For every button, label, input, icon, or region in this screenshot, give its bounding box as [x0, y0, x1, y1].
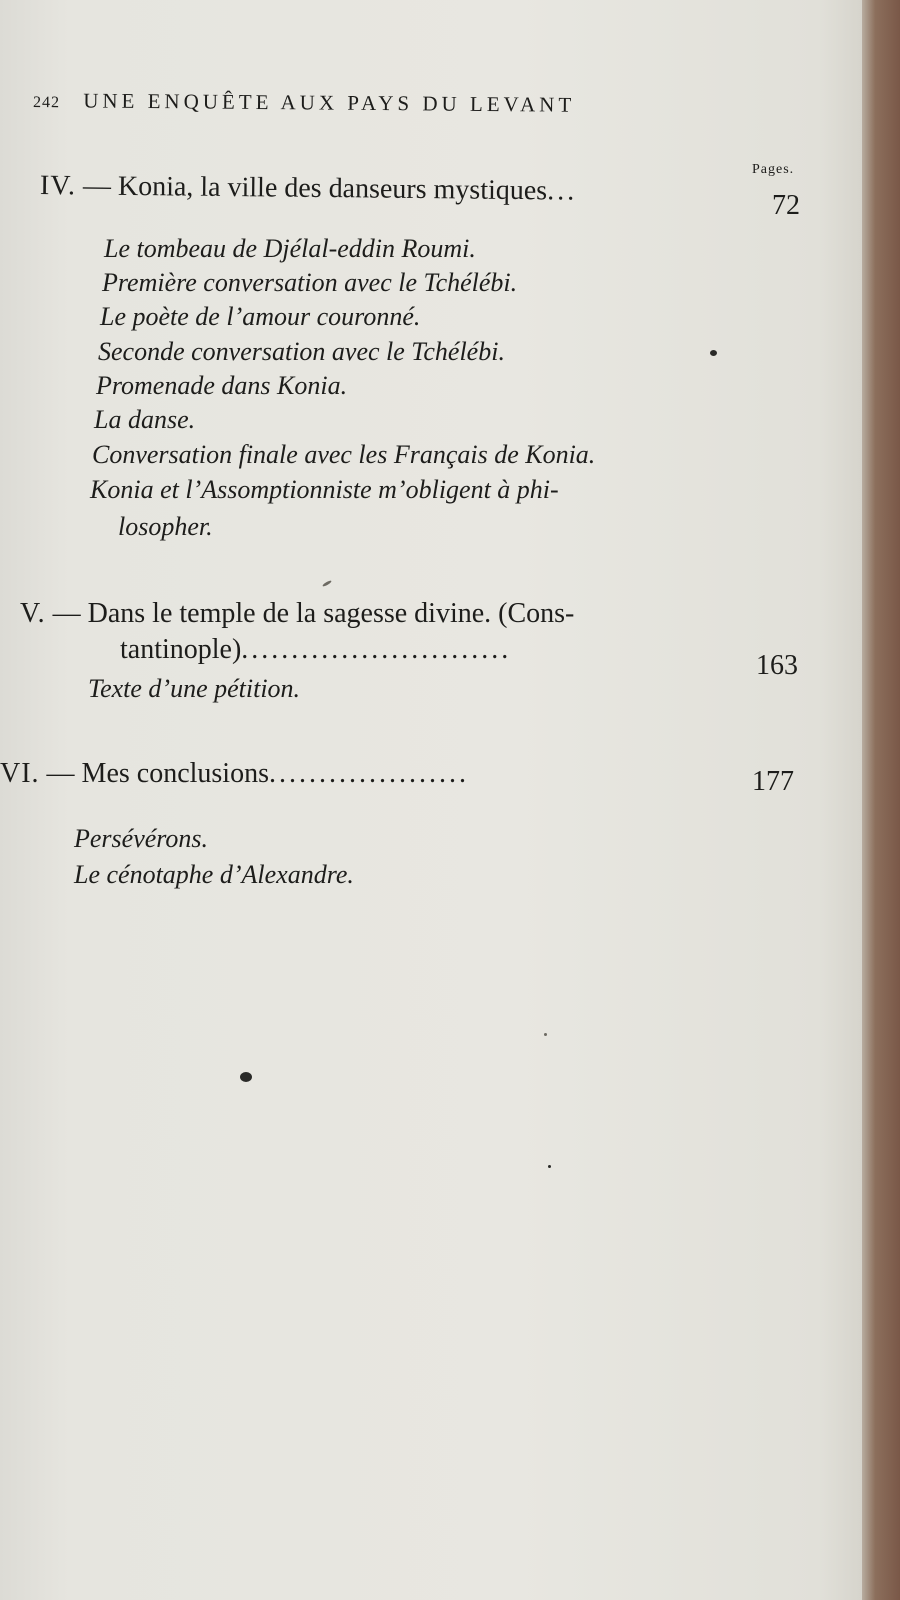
paper-speck: [710, 350, 717, 356]
chapter-dash: —: [82, 170, 112, 202]
toc-subitem: Le poète de l’amour couronné.: [100, 302, 421, 331]
toc-subitem: Promenade dans Konia.: [96, 371, 348, 400]
running-head: [33, 88, 753, 119]
toc-subitem: Seconde conversation avec le Tchélébi.: [98, 337, 505, 366]
toc-subitem: Première conversation avec le Tchélébi.: [102, 268, 518, 297]
chapter-numeral: IV.: [39, 170, 77, 202]
toc-subitem: Konia et l’Assomptionniste m’obligent à phi-: [90, 475, 559, 504]
toc-subitem: Texte d’une pétition.: [88, 674, 301, 703]
folio-number: 242: [32, 94, 61, 112]
chapter-title: Mes conclusions: [81, 758, 269, 789]
pages-column-label: Pages.: [752, 162, 795, 177]
toc-subitem: Persévérons.: [74, 824, 209, 853]
chapter-dash: —: [52, 598, 81, 629]
book-title: UNE ENQUÊTE AUX PAYS DU LEVANT: [83, 88, 576, 117]
toc-subitem: Le cénotaphe d’Alexandre.: [74, 860, 354, 889]
toc-subitem: La danse.: [94, 405, 196, 434]
chapter-v-page-number: 163: [756, 650, 798, 681]
toc-subitem: losopher.: [118, 512, 213, 541]
paper-speck: [322, 580, 332, 588]
dot-leader: ...........................: [241, 634, 512, 665]
chapter-iv-page-number: 72: [772, 190, 800, 221]
chapter-v-entry-continued: [120, 634, 511, 666]
chapter-title: Konia, la ville des danseurs mystiques: [117, 170, 548, 207]
chapter-title: Dans le temple de la sagesse divine. (Cons-: [87, 598, 575, 629]
chapter-numeral: V.: [20, 598, 46, 629]
paper-speck: [544, 1033, 547, 1036]
paper-speck: [240, 1072, 252, 1082]
chapter-v-entry: [20, 598, 574, 630]
dot-leader: ....................: [268, 758, 469, 789]
chapter-dash: —: [46, 758, 75, 789]
dot-leader: ...: [547, 175, 578, 207]
chapter-iv-entry: [40, 170, 578, 208]
paper-speck: [548, 1165, 551, 1168]
chapter-title-continued: tantinople): [120, 634, 242, 665]
toc-subitem: Le tombeau de Djélal-eddin Roumi.: [104, 234, 476, 263]
book-edge: [862, 0, 900, 1600]
chapter-vi-entry: [0, 758, 469, 790]
chapter-vi-page-number: 177: [752, 766, 794, 797]
chapter-numeral: VI.: [0, 758, 40, 789]
toc-subitem: Conversation finale avec les Français de Konia.: [92, 440, 596, 469]
